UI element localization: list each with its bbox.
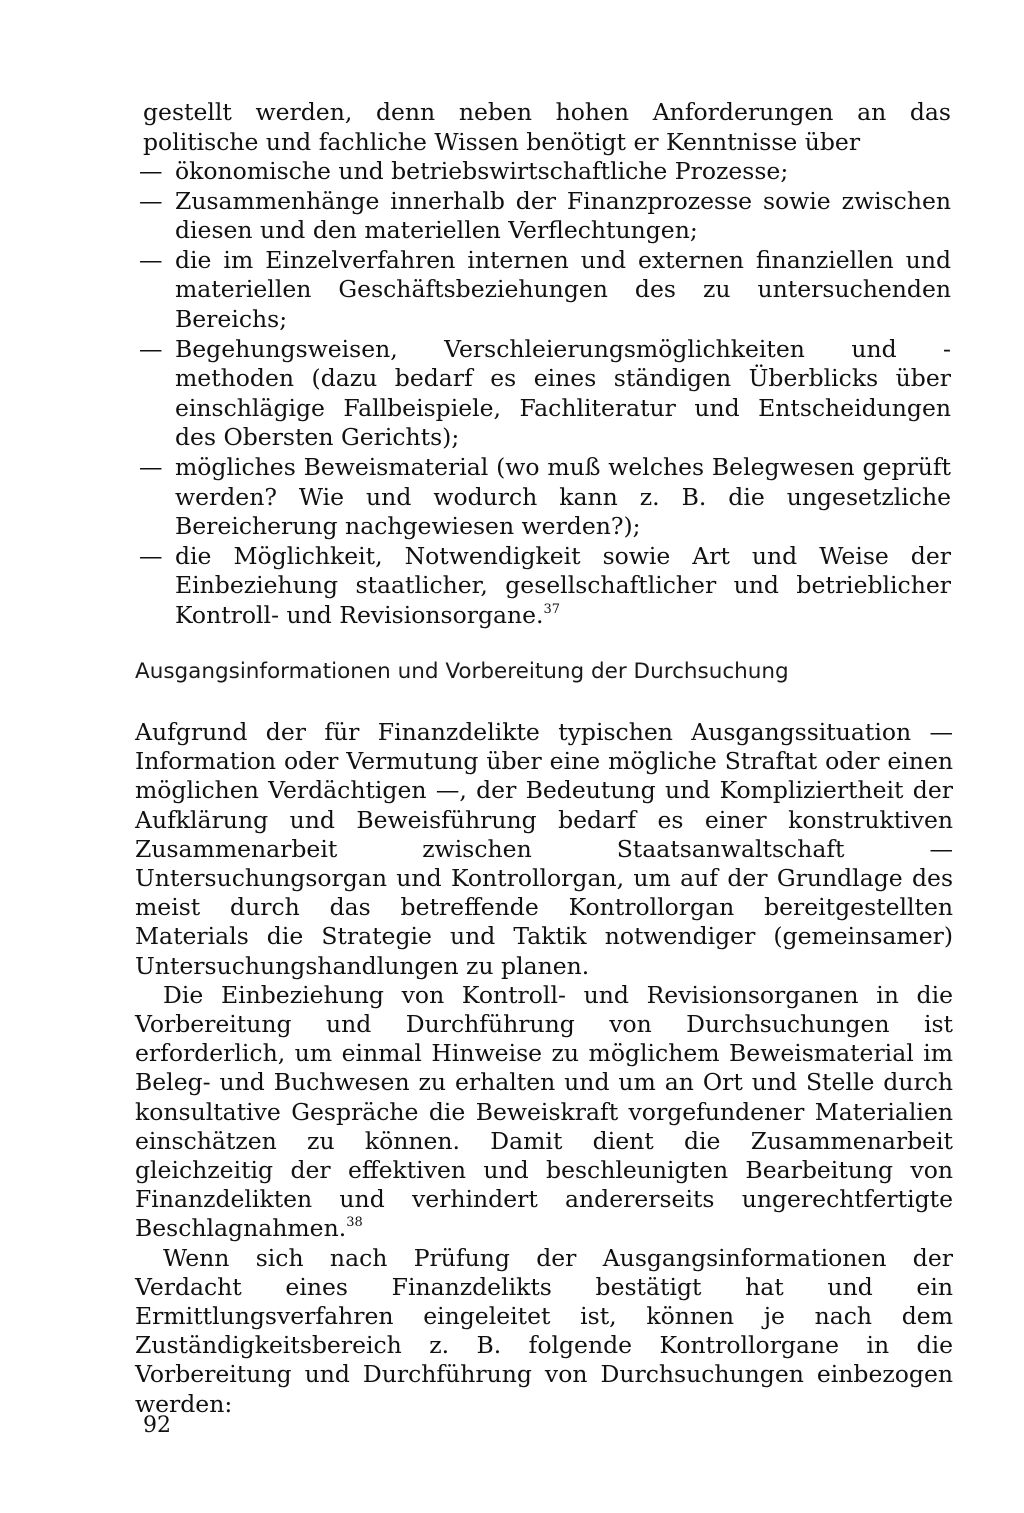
list-item-text: mögliches Beweismaterial (wo muß welches Belegwesen geprüft werden? Wie und wodurch kann z. B. die ungesetzliche Bereicherung nachgewiesen werden?);: [175, 452, 951, 541]
list-item: [139, 187, 951, 246]
knowledge-list: [139, 157, 951, 631]
page-number: 92: [143, 1413, 171, 1438]
list-item: [139, 335, 951, 453]
list-item: [139, 542, 951, 631]
section-body: [135, 718, 953, 1419]
list-item: [139, 246, 951, 335]
list-item: [139, 453, 951, 542]
dash-marker: —: [139, 245, 163, 274]
list-item-text: ökonomische und betriebswirtschaftliche Prozesse;: [175, 157, 789, 185]
dash-marker: —: [139, 452, 163, 481]
paragraph: Wenn sich nach Prüfung der Ausgangsinformationen der Verdacht eines Finanzdelikts bestätigt hat und ein Ermittlungsverfahren eingeleitet ist, können je nach dem Zuständigkeitsbereich z. B. folgende Kontrollorgane in die Vorbereitung und Durchführung von Durchsuchungen einbezogen werden:: [135, 1243, 953, 1418]
list-item-text: die im Einzelverfahren internen und externen finanziellen und materiellen Geschäftsbeziehungen des zu untersuchenden Bereichs;: [175, 245, 951, 333]
list-item-text-with-footnote: [175, 542, 951, 631]
paragraph-with-footnote: [135, 981, 953, 1244]
list-item-text: Zusammenhänge innerhalb der Finanzprozesse sowie zwischen diesen und den materiellen Verflechtungen;: [175, 186, 951, 245]
footnote-marker: 38: [346, 1215, 363, 1231]
dash-marker: —: [139, 186, 163, 215]
section-heading: Ausgangsinformationen und Vorbereitung der Durchsuchung: [135, 659, 789, 684]
paragraph: Aufgrund der für Finanzdelikte typischen Ausgangssituation — Information oder Vermutung über eine mögliche Straftat oder einen möglichen Verdächtigen —, der Bedeutung und Kompliziertheit der Aufklärung und Beweisführung bedarf es einer konstruktiven Zusammenarbeit zwischen Staatsanwaltschaft — Untersuchungsorgan und Kontrollorgan, um auf der Grundlage des meist durch das betreffende Kontrollorgan bereitgestellten Materials die Strategie und Taktik notwendiger (gemeinsamer) Untersuchungshandlungen zu planen.: [135, 718, 953, 980]
list-item-text: die Möglichkeit, Notwendigkeit sowie Art und Weise der Einbeziehung staatlicher, gesellschaftlicher und betrieblicher Kontroll- und Revisionsorgane.: [175, 541, 951, 629]
intro-text: gestellt werden, denn neben hohen Anforderungen an das politische und fachliche Wissen benötigt er Kenntnisse über: [143, 98, 951, 156]
list-item: [139, 157, 951, 187]
dash-marker: —: [139, 157, 163, 185]
paragraph-text: Die Einbeziehung von Kontroll- und Revisionsorganen in die Vorbereitung und Durchführung von Durchsuchungen ist erforderlich, um einmal Hinweise zu möglichem Beweismaterial im Beleg- und Buchwesen zu erhalten und um an Ort und Stelle durch konsultative Gespräche die Beweiskraft vorgefundener Materialien einschätzen zu können. Damit dient die Zusammenarbeit gleichzeitig der effektiven und beschleunigten Bearbeitung von Finanzdelikten und verhindert andererseits ungerechtfertigte Beschlagnahmen.: [135, 980, 953, 1243]
dash-marker: —: [139, 541, 163, 570]
list-item-text: Begehungsweisen, Verschleierungsmöglichkeiten und -methoden (dazu bedarf es eines ständigen Überblicks über einschlägige Fallbeispiele, Fachliteratur und Entscheidungen des Obersten Gerichts);: [175, 334, 951, 452]
dash-marker: —: [139, 334, 163, 363]
footnote-marker: 37: [543, 601, 561, 617]
